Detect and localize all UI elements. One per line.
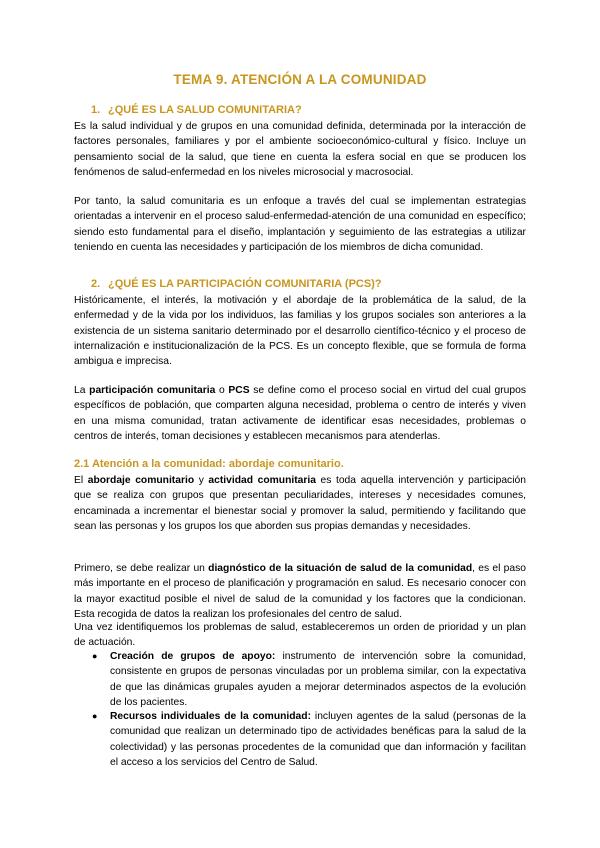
paragraph-pcs-definicion: La participación comunitaria o PCS se define como el proceso social en virtud del cual grupos específicos de población, que comparten alguna necesidad, problema o centro de interés y viven en una misma comunidad, tratan activamente de identificar esas necesidades, problemas o centros de interés, toman decisiones y establecen mecanismos para atenderlas. (74, 385, 526, 442)
paragraph-historia: Históricamente, el interés, la motivación y el abordaje de la problemática de la salud, de la enfermedad y de la vida por los individuos, las familias y los grupos sociales son anteriores a la existencia de un sistema sanitario determinado por el desarrollo científico-técnico y el proceso de internalización e institucionalización de la PCS. Es un concepto flexible, que se formula de forma ambigua e imprecisa. (74, 295, 526, 368)
list-item: ● Recursos individuales de la comunidad: incluyen agentes de la salud (personas de la comunidad que realizan un determinado tipo de actividades benéficas para la salud de la colectividad) y las personas procedentes de la comunidad que dan información y facilitan el acceso a los servicios del Centro de Salud. (92, 711, 526, 768)
section-heading-1: 1. ¿QUÉ ES LA SALUD COMUNITARIA? (91, 104, 302, 116)
list-item: ● Creación de grupos de apoyo: instrumento de intervención sobre la comunidad, consistente en grupos de personas vinculadas por un problema similar, con la expectativa de que las dinámicas grupales ayuden a mejorar determinados aspectos de la evolución de los pacientes. (92, 651, 526, 708)
paragraph-salud-comunitaria: Es la salud individual y de grupos en una comunidad definida, determinada por la interacción de factores personales, familiares y por el ambiente socioeconómico-cultural y físico. Incluye un pensamiento social de la salud, que tiene en cuenta la esfera social en que se producen los fenómenos de salud-enfermedad en los niveles microsocial y macrosocial. (74, 121, 526, 178)
paragraph-enfoque: Por tanto, la salud comunitaria es un enfoque a través del cual se implementan estrategias orientadas a intervenir en el proceso salud-enfermedad-atención de una comunidad en específico; siendo esto fundamental para el diseño, implantación y seguimiento de las estrategias a utilizar teniendo en cuenta las necesidades y participación de los miembros de dicha comunidad. (74, 196, 526, 253)
subsection-heading: 2.1 Atención a la comunidad: abordaje comunitario. (74, 458, 344, 470)
section-heading-2: 2. ¿QUÉ ES LA PARTICIPACIÓN COMUNITARIA (PCS)? (91, 278, 382, 290)
page-title: TEMA 9. ATENCIÓN A LA COMUNIDAD (173, 72, 427, 87)
paragraph-plan: Una vez identifiquemos los problemas de salud, estableceremos un orden de prioridad y un plan de actuación. (74, 622, 526, 649)
bullet-icon: ● (92, 651, 98, 661)
paragraph-diagnostico: Primero, se debe realizar un diagnóstico de la situación de salud de la comunidad, es el paso más importante en el proceso de planificación y programación en salud. Es necesario conocer con la mayor exactitud posible el nivel de salud de la comunidad y los factores que la condicionan. Esta recogida de datos la realizan los profesionales del centro de salud. (74, 563, 526, 620)
paragraph-abordaje: El abordaje comunitario y actividad comunitaria es toda aquella intervención y participación que se realiza con grupos que presentan peculiaridades, intereses y necesidades comunes, encaminada a incrementar el bienestar social y promover la salud, permitiendo y facilitando que sean las personas y los grupos los que aborden sus propias demandas y necesidades. (74, 475, 526, 532)
bullet-icon: ● (92, 711, 98, 721)
